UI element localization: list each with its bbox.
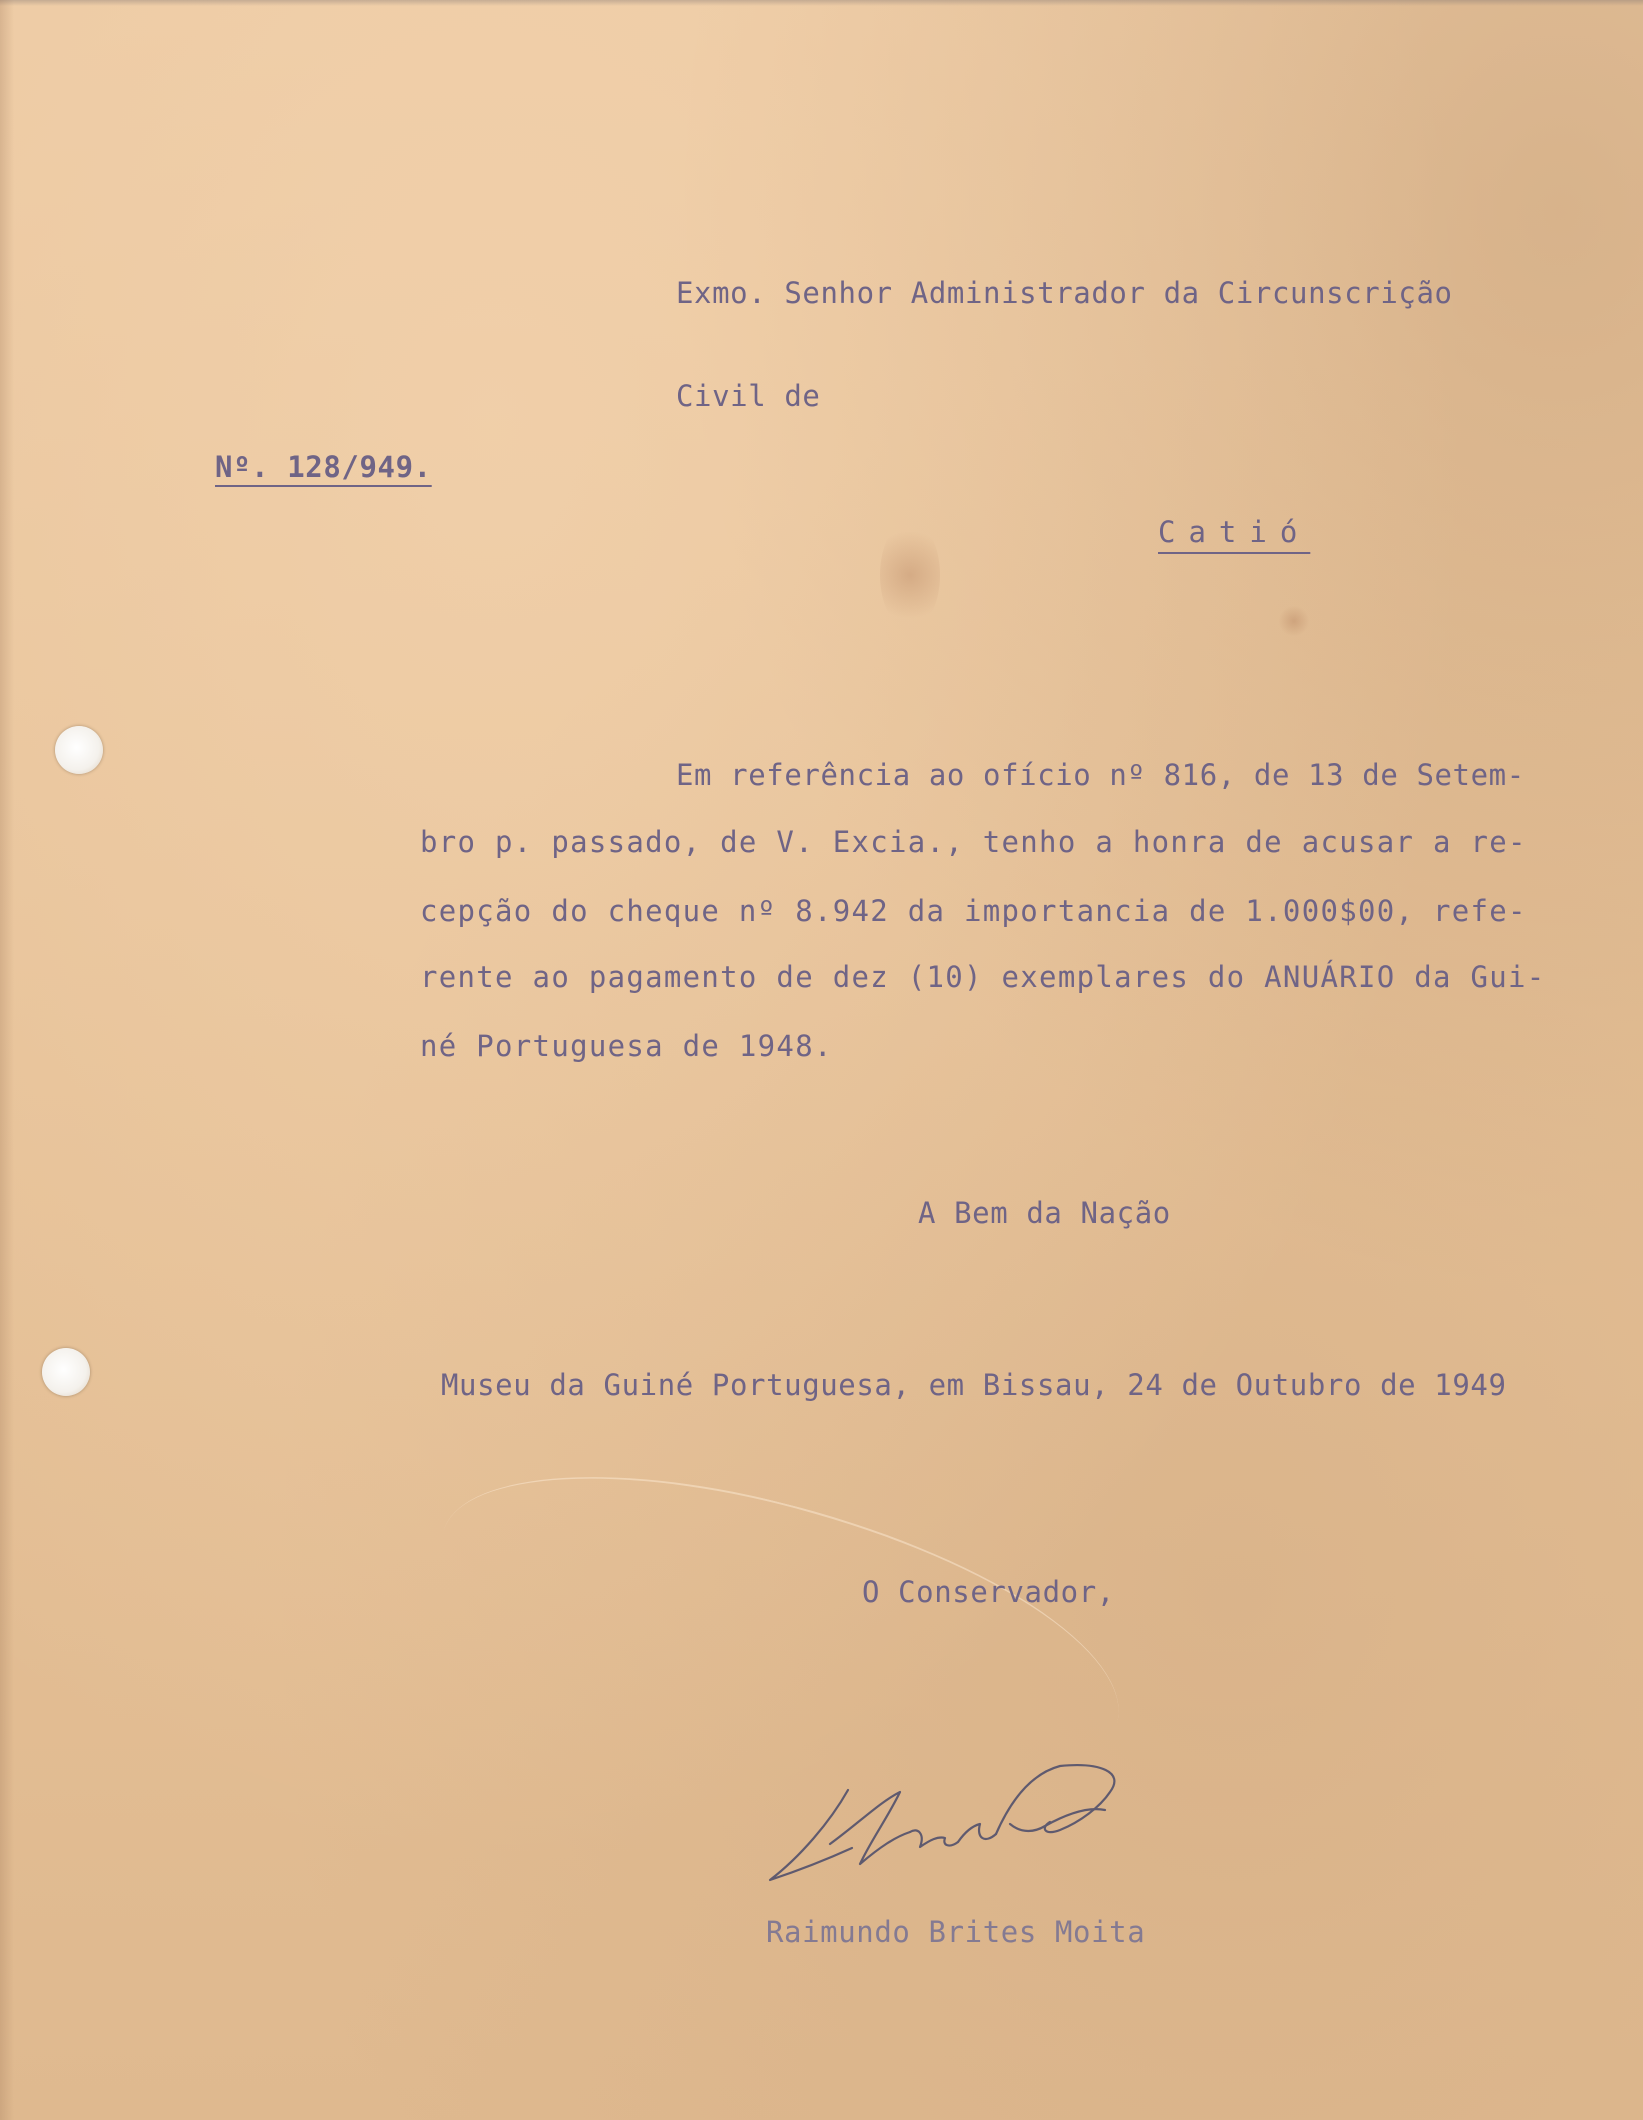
closing-salutation: A Bem da Nação (918, 1196, 1171, 1230)
addressee-line-1: Exmo. Senhor Administrador da Circunscrição (676, 276, 1453, 310)
body-line: né Portuguesa de 1948. (420, 1029, 833, 1063)
addressee-line-2: Civil de (676, 379, 821, 413)
handwritten-signature-icon (760, 1762, 1130, 1887)
paper-stain (880, 520, 940, 630)
paper-left-edge (0, 0, 14, 2120)
punch-hole (55, 726, 103, 774)
signer-role: O Conservador, (862, 1575, 1115, 1609)
punch-hole (42, 1348, 90, 1396)
body-line: cepção do cheque nº 8.942 da importancia de 1.000$00, refe- (420, 894, 1527, 928)
place-and-date: Museu da Guiné Portuguesa, em Bissau, 24 de Outubro de 1949 (441, 1368, 1507, 1402)
body-line: Em referência ao ofício nº 816, de 13 de Setem- (676, 758, 1525, 792)
reference-number: Nº. 128/949. (215, 450, 432, 484)
paper-top-edge (0, 0, 1643, 6)
body-line: rente ao pagamento de dez (10) exemplares do ANUÁRIO da Gui- (420, 960, 1546, 994)
body-line: bro p. passado, de V. Excia., tenho a honra de acusar a re- (420, 825, 1527, 859)
signer-name: Raimundo Brites Moita (766, 1915, 1146, 1949)
destination-place: Catió (1158, 515, 1311, 549)
paper-stain (1278, 606, 1310, 636)
